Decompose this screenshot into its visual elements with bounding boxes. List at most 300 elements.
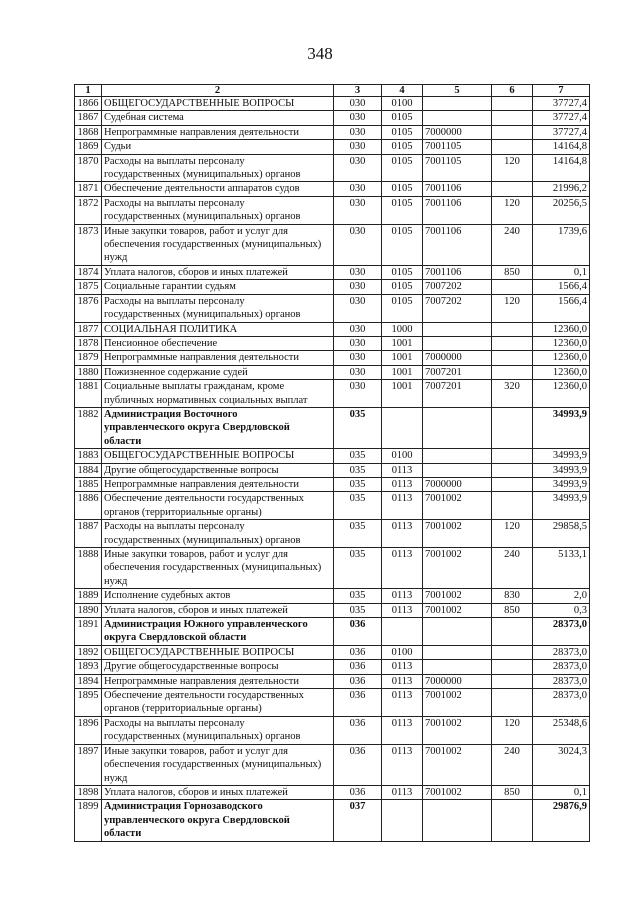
dept-code: 036 — [334, 689, 382, 717]
row-name-line: Непрограммные направления деятельности — [104, 352, 300, 364]
row-name-line: Непрограммные направления деятельности — [104, 126, 300, 138]
section-code: 0105 — [382, 265, 423, 279]
row-number: 1891 — [75, 618, 102, 646]
row-name-line: области — [104, 828, 142, 840]
dept-code: 036 — [334, 618, 382, 646]
amount: 29876,9 — [533, 800, 590, 841]
row-number: 1870 — [75, 154, 102, 182]
dept-code: 030 — [334, 140, 382, 154]
row-name-line: округа Свердловской области — [104, 632, 247, 644]
target-article-code: 7007201 — [423, 365, 492, 379]
row-number: 1867 — [75, 111, 102, 125]
row-name — [102, 785, 334, 799]
row-number: 1890 — [75, 603, 102, 617]
expense-type-code — [492, 125, 533, 139]
row-name-line: Администрация Горнозаводского — [104, 801, 263, 813]
table-row — [75, 97, 590, 111]
amount: 1739,6 — [533, 224, 590, 265]
section-code — [382, 618, 423, 646]
amount: 37727,4 — [533, 125, 590, 139]
row-name — [102, 336, 334, 350]
header-col-4: 4 — [382, 85, 423, 97]
expense-type-code: 240 — [492, 744, 533, 785]
row-number: 1899 — [75, 800, 102, 841]
expense-type-code — [492, 800, 533, 841]
section-code: 1001 — [382, 365, 423, 379]
section-code: 0105 — [382, 182, 423, 196]
row-name-line: публичных нормативных социальных выплат — [104, 394, 308, 406]
dept-code: 030 — [334, 294, 382, 322]
row-name-line: органов (территориальные органы) — [104, 703, 262, 715]
row-name — [102, 716, 334, 744]
amount: 37727,4 — [533, 111, 590, 125]
row-name — [102, 111, 334, 125]
expense-type-code — [492, 477, 533, 491]
table-row — [75, 154, 590, 182]
row-name-line: Обеспечение деятельности государственных — [104, 493, 304, 505]
row-name — [102, 744, 334, 785]
row-number: 1873 — [75, 224, 102, 265]
target-article-code: 7001002 — [423, 689, 492, 717]
row-name-line: Другие общегосударственные вопросы — [104, 464, 279, 476]
dept-code: 030 — [334, 111, 382, 125]
dept-code: 035 — [334, 449, 382, 463]
expense-type-code — [492, 660, 533, 674]
amount: 21996,2 — [533, 182, 590, 196]
row-name — [102, 603, 334, 617]
target-article-code: 7007201 — [423, 380, 492, 408]
amount: 34993,9 — [533, 407, 590, 448]
amount: 34993,9 — [533, 492, 590, 520]
expense-type-code: 120 — [492, 294, 533, 322]
header-col-7: 7 — [533, 85, 590, 97]
row-name — [102, 182, 334, 196]
row-name — [102, 154, 334, 182]
section-code: 1000 — [382, 322, 423, 336]
expense-type-code: 830 — [492, 589, 533, 603]
row-number: 1887 — [75, 520, 102, 548]
amount: 28373,0 — [533, 689, 590, 717]
row-number: 1879 — [75, 351, 102, 365]
target-article-code: 7001002 — [423, 589, 492, 603]
section-code: 0113 — [382, 603, 423, 617]
header-col-1: 1 — [75, 85, 102, 97]
expense-type-code — [492, 365, 533, 379]
table-row — [75, 603, 590, 617]
dept-code: 035 — [334, 407, 382, 448]
row-name-line: управленческого округа Свердловской — [104, 422, 290, 434]
row-name-line: Уплата налогов, сборов и иных платежей — [104, 786, 288, 798]
row-number: 1889 — [75, 589, 102, 603]
target-article-code: 7001002 — [423, 785, 492, 799]
row-name-line: нужд — [104, 252, 128, 264]
row-name-line: Другие общегосударственные вопросы — [104, 661, 279, 673]
expense-type-code — [492, 182, 533, 196]
table-row — [75, 477, 590, 491]
expense-type-code — [492, 689, 533, 717]
amount: 34993,9 — [533, 449, 590, 463]
table-row — [75, 689, 590, 717]
target-article-code — [423, 660, 492, 674]
dept-code: 036 — [334, 674, 382, 688]
target-article-code — [423, 463, 492, 477]
section-code: 0100 — [382, 645, 423, 659]
row-name-line: обеспечения государственных (муниципальных) — [104, 759, 322, 771]
amount: 12360,0 — [533, 351, 590, 365]
amount: 28373,0 — [533, 660, 590, 674]
target-article-code — [423, 645, 492, 659]
expense-type-code — [492, 140, 533, 154]
row-number: 1868 — [75, 125, 102, 139]
row-name-line: Социальные выплаты гражданам, кроме — [104, 381, 285, 393]
row-name — [102, 351, 334, 365]
row-name — [102, 689, 334, 717]
row-name — [102, 674, 334, 688]
row-name-line: государственных (муниципальных) органов — [104, 169, 301, 181]
section-code: 0105 — [382, 154, 423, 182]
target-article-code: 7001002 — [423, 744, 492, 785]
table-row — [75, 336, 590, 350]
row-name — [102, 265, 334, 279]
expense-type-code — [492, 97, 533, 111]
row-name — [102, 380, 334, 408]
row-name-line: органов (территориальные органы) — [104, 506, 262, 518]
section-code: 1001 — [382, 351, 423, 365]
row-name-line: Пожизненное содержание судей — [104, 366, 248, 378]
amount: 1566,4 — [533, 294, 590, 322]
row-name-line: Судебная система — [104, 112, 184, 124]
row-name — [102, 492, 334, 520]
row-number: 1892 — [75, 645, 102, 659]
row-name-line: Иные закупки товаров, работ и услуг для — [104, 745, 288, 757]
amount: 29858,5 — [533, 520, 590, 548]
row-name-line: Уплата налогов, сборов и иных платежей — [104, 266, 288, 278]
row-number: 1878 — [75, 336, 102, 350]
row-number: 1875 — [75, 280, 102, 294]
row-number: 1869 — [75, 140, 102, 154]
dept-code: 030 — [334, 154, 382, 182]
expense-type-code: 120 — [492, 196, 533, 224]
target-article-code: 7001002 — [423, 716, 492, 744]
amount: 20256,5 — [533, 196, 590, 224]
row-name — [102, 660, 334, 674]
section-code: 0105 — [382, 280, 423, 294]
row-name-line: Уплата налогов, сборов и иных платежей — [104, 604, 288, 616]
row-name-line: Расходы на выплаты персоналу — [104, 197, 245, 209]
expense-type-code: 120 — [492, 716, 533, 744]
table-row — [75, 265, 590, 279]
row-name — [102, 645, 334, 659]
section-code: 0113 — [382, 744, 423, 785]
expense-type-code — [492, 492, 533, 520]
amount: 28373,0 — [533, 645, 590, 659]
expense-type-code — [492, 407, 533, 448]
row-number: 1893 — [75, 660, 102, 674]
section-code: 0113 — [382, 520, 423, 548]
section-code — [382, 407, 423, 448]
row-name — [102, 449, 334, 463]
amount: 0,3 — [533, 603, 590, 617]
row-number: 1898 — [75, 785, 102, 799]
expense-type-code — [492, 336, 533, 350]
section-code: 0113 — [382, 689, 423, 717]
section-code: 0105 — [382, 196, 423, 224]
table-row — [75, 744, 590, 785]
amount: 12360,0 — [533, 365, 590, 379]
row-name-line: ОБЩЕГОСУДАРСТВЕННЫЕ ВОПРОСЫ — [104, 98, 295, 109]
amount: 34993,9 — [533, 463, 590, 477]
row-name-line: обеспечения государственных (муниципальных) — [104, 239, 322, 251]
row-name-line: Исполнение судебных актов — [104, 590, 231, 602]
row-number: 1877 — [75, 322, 102, 336]
section-code: 0100 — [382, 449, 423, 463]
table-row — [75, 140, 590, 154]
section-code: 0105 — [382, 224, 423, 265]
row-number: 1876 — [75, 294, 102, 322]
amount: 28373,0 — [533, 618, 590, 646]
table-row — [75, 463, 590, 477]
table-row — [75, 716, 590, 744]
row-number: 1885 — [75, 477, 102, 491]
expense-type-code — [492, 463, 533, 477]
expense-type-code: 240 — [492, 548, 533, 589]
target-article-code: 7001002 — [423, 520, 492, 548]
row-name-line: ОБЩЕГОСУДАРСТВЕННЫЕ ВОПРОСЫ — [104, 450, 295, 462]
amount: 0,1 — [533, 265, 590, 279]
dept-code: 030 — [334, 351, 382, 365]
target-article-code: 7000000 — [423, 477, 492, 491]
amount: 12360,0 — [533, 380, 590, 408]
table-row — [75, 224, 590, 265]
dept-code: 037 — [334, 800, 382, 841]
expense-type-code — [492, 449, 533, 463]
row-name-line: Непрограммные направления деятельности — [104, 478, 300, 490]
row-name-line: Расходы на выплаты персоналу — [104, 295, 245, 307]
dept-code: 030 — [334, 182, 382, 196]
row-name-line: Социальные гарантии судьям — [104, 281, 236, 293]
expense-type-code — [492, 645, 533, 659]
amount: 14164,8 — [533, 154, 590, 182]
row-number: 1871 — [75, 182, 102, 196]
row-name — [102, 548, 334, 589]
row-name — [102, 365, 334, 379]
section-code: 0113 — [382, 660, 423, 674]
dept-code: 030 — [334, 280, 382, 294]
row-name — [102, 322, 334, 336]
dept-code: 035 — [334, 603, 382, 617]
expense-type-code — [492, 280, 533, 294]
row-number: 1884 — [75, 463, 102, 477]
row-name — [102, 280, 334, 294]
dept-code: 030 — [334, 336, 382, 350]
target-article-code: 7000000 — [423, 674, 492, 688]
expense-type-code: 120 — [492, 520, 533, 548]
row-name-line: Непрограммные направления деятельности — [104, 675, 300, 687]
dept-code: 030 — [334, 125, 382, 139]
target-article-code: 7001002 — [423, 603, 492, 617]
section-code: 0113 — [382, 492, 423, 520]
table-row — [75, 589, 590, 603]
table-row — [75, 365, 590, 379]
expense-type-code — [492, 322, 533, 336]
row-name — [102, 407, 334, 448]
row-name-line: государственных (муниципальных) органов — [104, 309, 301, 321]
amount: 12360,0 — [533, 322, 590, 336]
section-code: 1001 — [382, 336, 423, 350]
dept-code: 035 — [334, 548, 382, 589]
section-code: 0113 — [382, 785, 423, 799]
row-name — [102, 618, 334, 646]
target-article-code: 7007202 — [423, 294, 492, 322]
amount: 25348,6 — [533, 716, 590, 744]
table-row — [75, 196, 590, 224]
row-number: 1874 — [75, 265, 102, 279]
dept-code: 036 — [334, 716, 382, 744]
row-number: 1882 — [75, 407, 102, 448]
row-name — [102, 196, 334, 224]
target-article-code: 7000000 — [423, 351, 492, 365]
table-header-row — [75, 85, 590, 97]
row-name-line: Расходы на выплаты персоналу — [104, 521, 245, 533]
row-number: 1881 — [75, 380, 102, 408]
table-row — [75, 800, 590, 841]
row-number: 1888 — [75, 548, 102, 589]
row-number: 1872 — [75, 196, 102, 224]
target-article-code: 7001105 — [423, 140, 492, 154]
dept-code: 030 — [334, 265, 382, 279]
table-row — [75, 492, 590, 520]
section-code: 0113 — [382, 674, 423, 688]
table-row — [75, 294, 590, 322]
expense-type-code: 850 — [492, 603, 533, 617]
table-row — [75, 407, 590, 448]
row-name-line: Иные закупки товаров, работ и услуг для — [104, 549, 288, 560]
dept-code: 035 — [334, 492, 382, 520]
target-article-code — [423, 336, 492, 350]
row-name-line: ОБЩЕГОСУДАРСТВЕННЫЕ ВОПРОСЫ — [104, 646, 295, 658]
row-name — [102, 589, 334, 603]
table-row — [75, 674, 590, 688]
row-name-line: обеспечения государственных (муниципальных) — [104, 562, 322, 574]
row-name — [102, 477, 334, 491]
dept-code: 036 — [334, 744, 382, 785]
target-article-code: 7007202 — [423, 280, 492, 294]
amount: 3024,3 — [533, 744, 590, 785]
section-code: 1001 — [382, 380, 423, 408]
row-name-line: Обеспечение деятельности государственных — [104, 690, 304, 702]
amount: 12360,0 — [533, 336, 590, 350]
row-name-line: Пенсионное обеспечение — [104, 337, 218, 349]
row-name-line: области — [104, 435, 142, 447]
row-name — [102, 224, 334, 265]
expense-type-code: 240 — [492, 224, 533, 265]
row-name-line: государственных (муниципальных) органов — [104, 211, 301, 223]
target-article-code — [423, 800, 492, 841]
section-code: 0113 — [382, 716, 423, 744]
header-col-5: 5 — [423, 85, 492, 97]
row-name-line: нужд — [104, 575, 128, 587]
section-code: 0100 — [382, 97, 423, 111]
table-row — [75, 322, 590, 336]
row-name-line: Обеспечение деятельности аппаратов судов — [104, 183, 300, 195]
table-row — [75, 618, 590, 646]
row-name-line: Судьи — [104, 141, 132, 153]
section-code: 0105 — [382, 111, 423, 125]
expense-type-code — [492, 351, 533, 365]
table-row — [75, 645, 590, 659]
expense-type-code — [492, 618, 533, 646]
header-col-3: 3 — [334, 85, 382, 97]
dept-code: 036 — [334, 645, 382, 659]
row-name-line: Расходы на выплаты персоналу — [104, 717, 245, 729]
target-article-code — [423, 407, 492, 448]
row-number: 1896 — [75, 716, 102, 744]
row-name — [102, 125, 334, 139]
row-name — [102, 97, 334, 111]
table-row — [75, 548, 590, 589]
expense-type-code: 850 — [492, 265, 533, 279]
target-article-code: 7001105 — [423, 154, 492, 182]
section-code: 0113 — [382, 463, 423, 477]
table-row — [75, 660, 590, 674]
expense-type-code — [492, 111, 533, 125]
section-code: 0105 — [382, 125, 423, 139]
amount: 14164,8 — [533, 140, 590, 154]
row-number: 1883 — [75, 449, 102, 463]
section-code: 0113 — [382, 477, 423, 491]
table-row — [75, 182, 590, 196]
amount: 1566,4 — [533, 280, 590, 294]
section-code: 0113 — [382, 548, 423, 589]
budget-table — [74, 84, 590, 842]
row-name — [102, 520, 334, 548]
dept-code: 036 — [334, 785, 382, 799]
row-number: 1866 — [75, 97, 102, 111]
table-row — [75, 351, 590, 365]
expense-type-code — [492, 674, 533, 688]
row-name — [102, 800, 334, 841]
table-row — [75, 125, 590, 139]
target-article-code — [423, 322, 492, 336]
row-name — [102, 463, 334, 477]
table-row — [75, 380, 590, 408]
amount: 28373,0 — [533, 674, 590, 688]
amount: 5133,1 — [533, 548, 590, 589]
row-number: 1897 — [75, 744, 102, 785]
target-article-code: 7001002 — [423, 548, 492, 589]
target-article-code — [423, 111, 492, 125]
table-row — [75, 785, 590, 799]
row-name-line: государственных (муниципальных) органов — [104, 534, 301, 546]
row-name-line: Иные закупки товаров, работ и услуг для — [104, 225, 288, 237]
table-row — [75, 280, 590, 294]
row-number: 1895 — [75, 689, 102, 717]
row-name — [102, 294, 334, 322]
row-number: 1880 — [75, 365, 102, 379]
expense-type-code: 120 — [492, 154, 533, 182]
target-article-code — [423, 618, 492, 646]
row-name-line: Администрация Восточного — [104, 408, 238, 420]
dept-code: 035 — [334, 589, 382, 603]
row-number: 1894 — [75, 674, 102, 688]
target-article-code: 7001106 — [423, 182, 492, 196]
section-code — [382, 800, 423, 841]
table-row — [75, 449, 590, 463]
dept-code: 030 — [334, 365, 382, 379]
dept-code: 030 — [334, 97, 382, 111]
section-code: 0113 — [382, 589, 423, 603]
dept-code: 035 — [334, 477, 382, 491]
